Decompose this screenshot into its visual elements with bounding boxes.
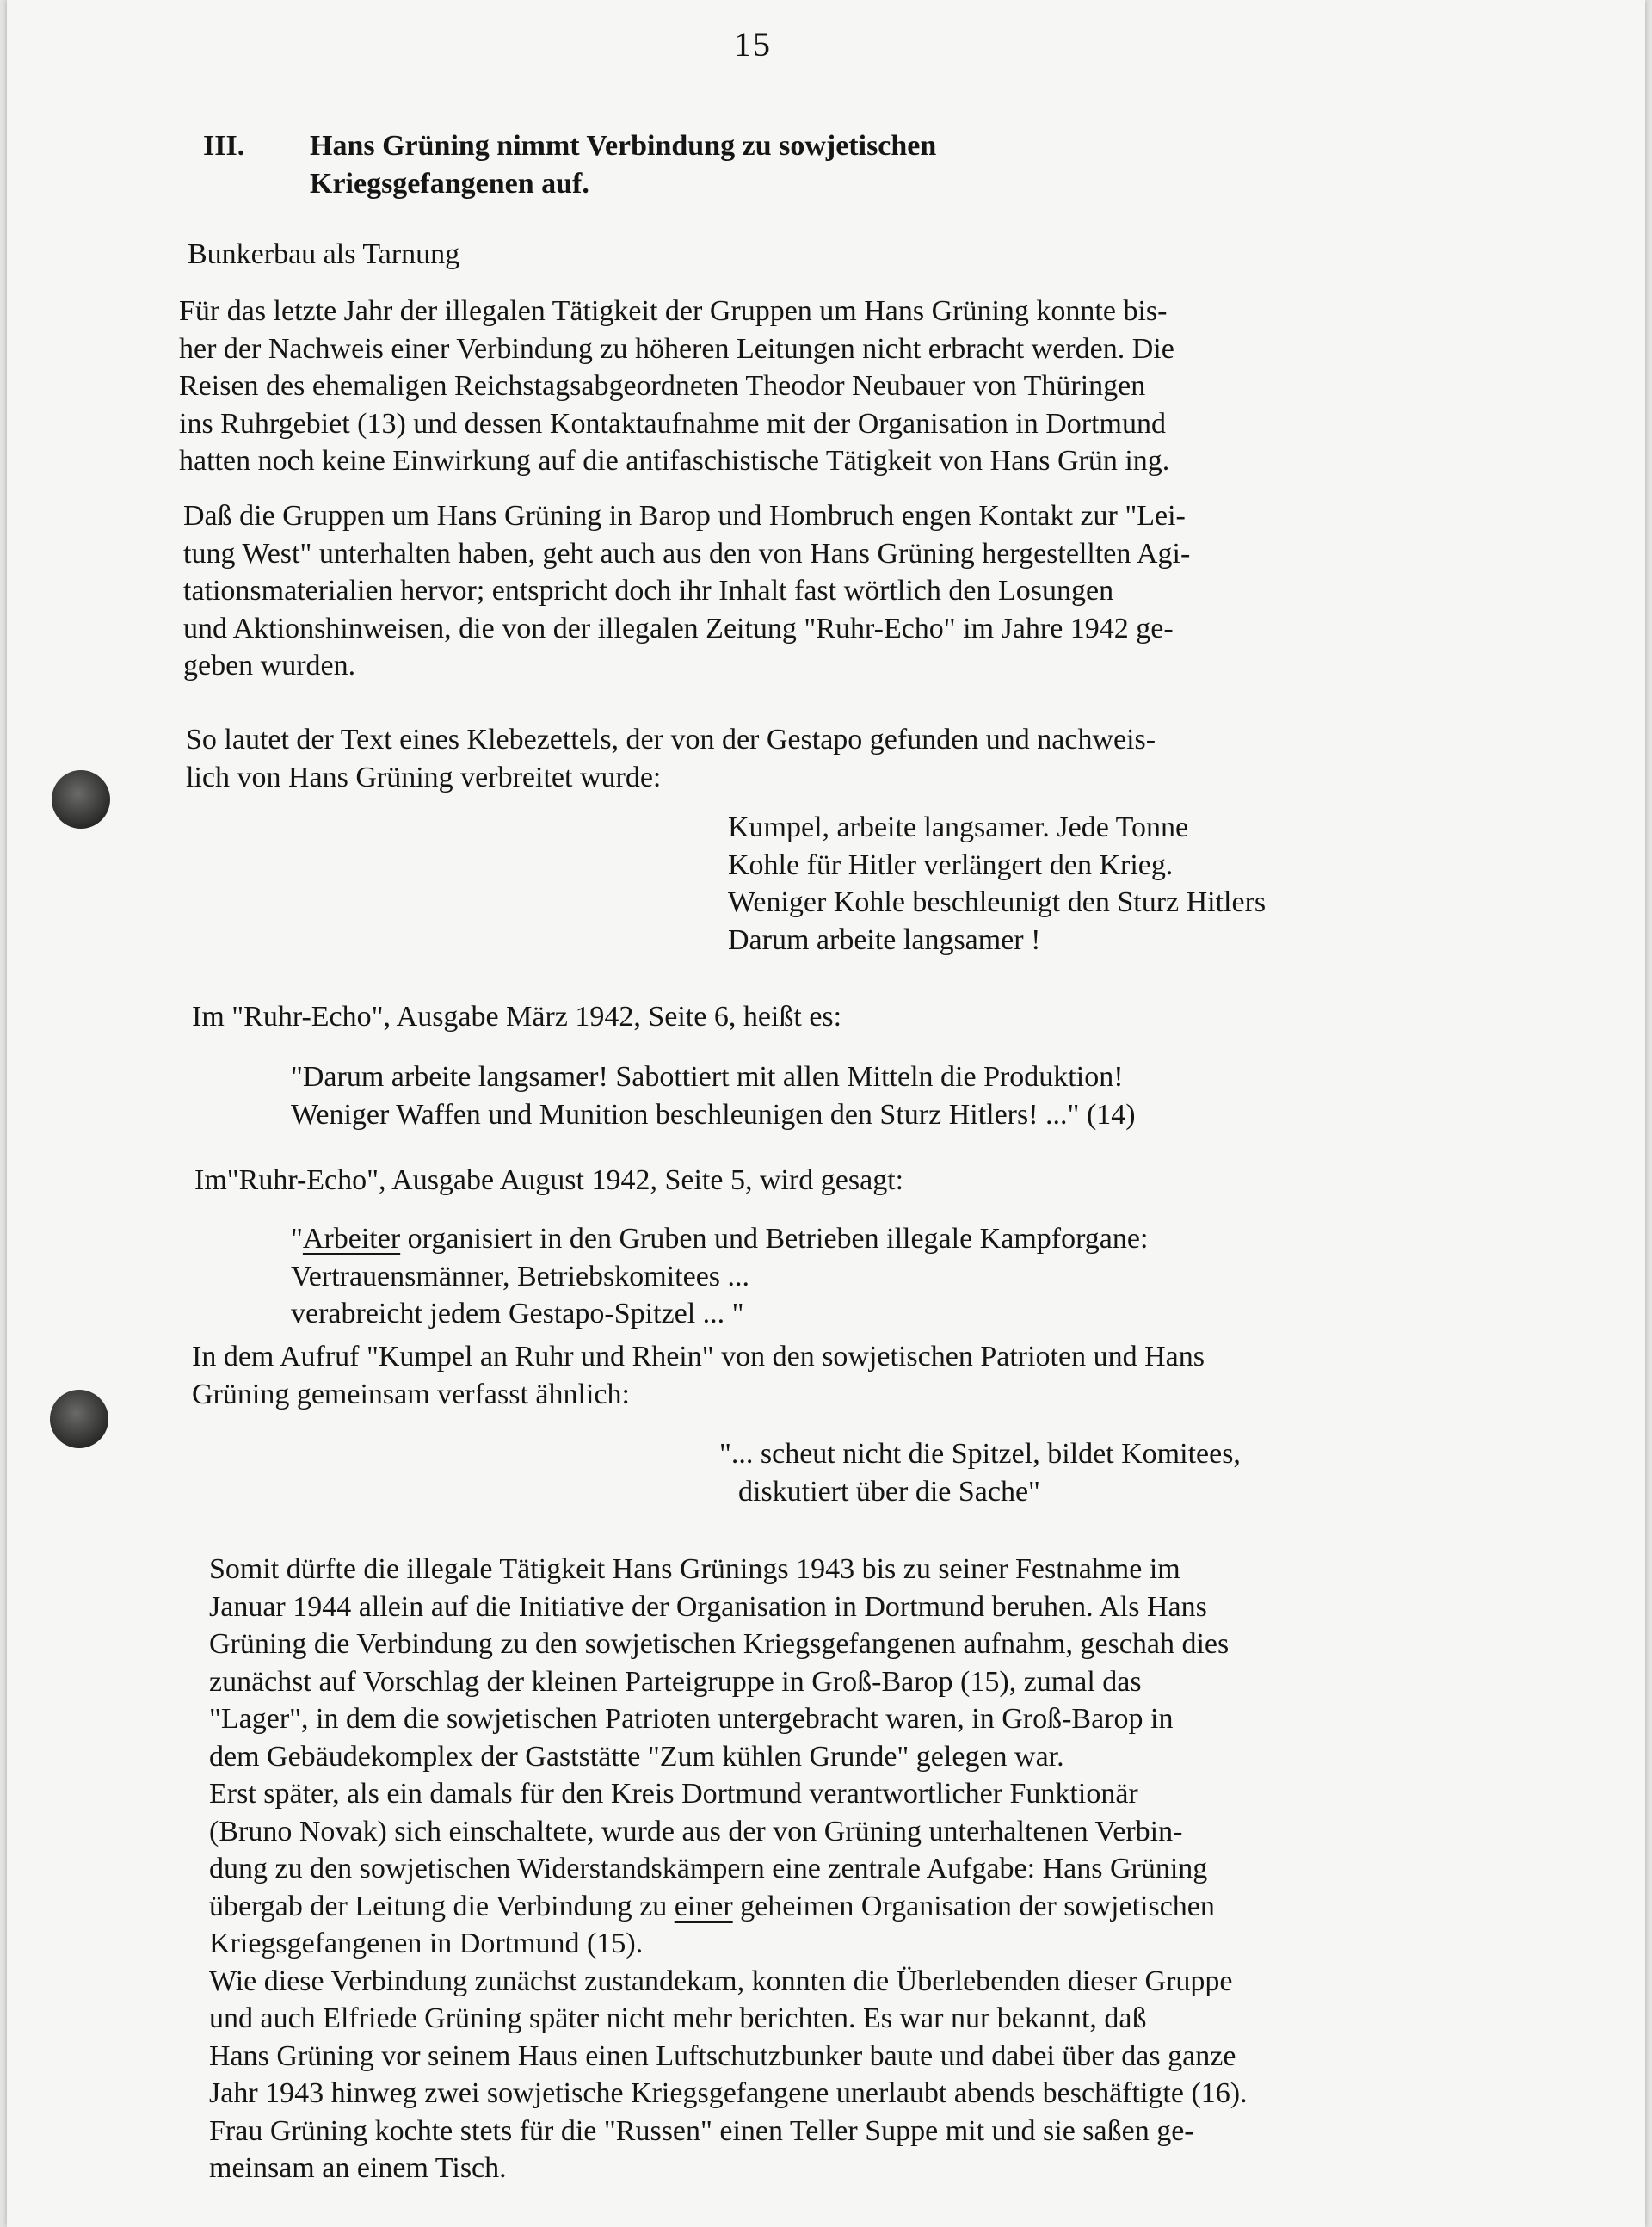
- quote-line: Vertrauensmänner, Betriebskomitees ...: [291, 1260, 750, 1292]
- quote-line: Kohle für Hitler verlängert den Krieg.: [728, 848, 1174, 881]
- text-line: und Aktionshinweisen, die von der illegalen Zeitung "Ruhr-Echo" im Jahre 1942 ge-: [183, 612, 1174, 645]
- text-line: her der Nachweis einer Verbindung zu höheren Leitungen nicht erbracht werden. Die: [179, 332, 1174, 365]
- text-line: dung zu den sowjetischen Widerstandskämpern eine zentrale Aufgabe: Hans Grüning: [209, 1853, 1208, 1885]
- underlined-word: Arbeiter: [302, 1223, 401, 1255]
- chapter-title: [310, 127, 936, 202]
- text-line: Für das letzte Jahr der illegalen Tätigkeit der Gruppen um Hans Grüning konnte bis-: [179, 295, 1168, 327]
- punch-hole-bottom: [50, 1390, 108, 1448]
- quote-line: [291, 1220, 1148, 1258]
- quote-line: Weniger Kohle beschleunigt den Sturz Hitlers: [728, 886, 1267, 918]
- text-line: geben wurden.: [183, 650, 356, 682]
- text-line: tung West" unterhalten haben, geht auch aus den von Hans Grüning hergestellten Agi-: [183, 537, 1191, 570]
- paragraph-5: [209, 1551, 1248, 2187]
- text-line: Frau Grüning kochte stets für die "Russen" einen Teller Suppe mit und sie saßen ge-: [209, 2114, 1194, 2147]
- text-line: Somit dürfte die illegale Tätigkeit Hans Grünings 1943 bis zu seiner Festnahme im: [209, 1553, 1180, 1585]
- document-page: [7, 0, 1645, 2227]
- text-line: "Lager", in dem die sowjetischen Patrioten untergebracht waren, in Groß-Barop in: [209, 1703, 1174, 1735]
- quote-line: Weniger Waffen und Munition beschleunigen den Sturz Hitlers! ..." (14): [291, 1098, 1136, 1131]
- quote-ruhr-echo-march: [291, 1058, 1136, 1133]
- quote-line: Kumpel, arbeite langsamer. Jede Tonne: [728, 811, 1189, 843]
- text-line: Januar 1944 allein auf die Initiative der Organisation in Dortmund beruhen. Als Hans: [209, 1590, 1207, 1623]
- chapter-numeral: III.: [203, 130, 245, 162]
- text-line: Daß die Gruppen um Hans Grüning in Barop und Hombruch engen Kontakt zur "Lei-: [183, 500, 1186, 532]
- text-line: zunächst auf Vorschlag der kleinen Parteigruppe in Groß-Barop (15), zumal das: [209, 1665, 1142, 1698]
- text-line: Kriegsgefangenen in Dortmund (15).: [209, 1928, 644, 1959]
- text-line: Grüning die Verbindung zu den sowjetischen Kriegsgefangenen aufnahm, geschah dies: [209, 1628, 1230, 1660]
- text-line: (Bruno Novak) sich einschaltete, wurde aus der von Grüning unterhaltenen Verbin-: [209, 1815, 1183, 1848]
- reference-ruhr-echo-august: Im"Ruhr-Echo", Ausgabe August 1942, Seite 5, wird gesagt:: [194, 1164, 904, 1196]
- text-line: tationsmaterialien hervor; entspricht doch ihr Inhalt fast wörtlich den Losungen: [183, 575, 1114, 607]
- text-line: Hans Grüning vor seinem Haus einen Luftschutzbunker baute und dabei über das ganze: [209, 2039, 1236, 2072]
- text-line: und auch Elfriede Grüning später nicht mehr berichten. Es war nur bekannt, daß: [209, 2002, 1147, 2034]
- quote-line: "Darum arbeite langsamer! Sabottiert mit allen Mitteln die Produktion!: [291, 1061, 1124, 1093]
- text-line: lich von Hans Grüning verbreitet wurde:: [186, 761, 662, 793]
- quote-appeal: [719, 1435, 1241, 1510]
- punch-hole-top: [52, 770, 110, 829]
- text-line: dem Gebäudekomplex der Gaststätte "Zum kühlen Grunde" gelegen war.: [209, 1740, 1064, 1773]
- quote-line: diskutiert über die Sache": [738, 1475, 1040, 1508]
- text-span: übergab der Leitung die Verbindung zu: [209, 1890, 675, 1922]
- text-line: So lautet der Text eines Klebezettels, der von der Gestapo gefunden und nachweis-: [186, 724, 1156, 756]
- text-line: [209, 1888, 1248, 1926]
- text-line: Wie diese Verbindung zunächst zustandekam, konnten die Überlebenden dieser Gruppe: [209, 1965, 1233, 1997]
- quote-line: Darum arbeite langsamer !: [728, 923, 1041, 956]
- quote-text: organisiert in den Gruben und Betrieben illegale Kampforgane:: [400, 1223, 1149, 1255]
- chapter-title-line: Hans Grüning nimmt Verbindung zu sowjetischen: [310, 130, 937, 162]
- text-line: ins Ruhrgebiet (13) und dessen Kontaktaufnahme mit der Organisation in Dortmund: [179, 407, 1166, 440]
- text-line: In dem Aufruf "Kumpel an Ruhr und Rhein" von den sowjetischen Patrioten und Hans: [192, 1341, 1205, 1373]
- text-line: Reisen des ehemaligen Reichstagsabgeordneten Theodor Neubauer von Thüringen: [179, 370, 1146, 402]
- subheading: Bunkerbau als Tarnung: [188, 238, 460, 270]
- page-number: 15: [734, 25, 772, 64]
- quote-line: verabreicht jedem Gestapo-Spitzel ... ": [291, 1298, 744, 1329]
- paragraph-1: [179, 293, 1174, 480]
- text-line: hatten noch keine Einwirkung auf die antifaschistische Tätigkeit von Hans Grün ing.: [179, 445, 1170, 477]
- underlined-word: einer: [674, 1890, 733, 1922]
- quote-sticker: [728, 809, 1266, 959]
- quote-mark: ": [291, 1223, 303, 1255]
- text-line: Erst später, als ein damals für den Kreis Dortmund verantwortlicher Funktionär: [209, 1778, 1138, 1810]
- text-span: geheimen Organisation der sowjetischen: [732, 1890, 1215, 1922]
- paragraph-2: [183, 497, 1190, 685]
- text-line: meinsam an einem Tisch.: [209, 2152, 507, 2184]
- quote-line: "... scheut nicht die Spitzel, bildet Komitees,: [719, 1438, 1241, 1470]
- paragraph-3: [186, 721, 1156, 796]
- reference-ruhr-echo-march: Im "Ruhr-Echo", Ausgabe März 1942, Seite 6, heißt es:: [192, 1001, 842, 1033]
- paragraph-4: [192, 1338, 1205, 1413]
- text-line: Jahr 1943 hinweg zwei sowjetische Kriegsgefangene unerlaubt abends beschäftigte (16).: [209, 2077, 1248, 2109]
- chapter-title-line: Kriegsgefangenen auf.: [310, 167, 589, 200]
- quote-ruhr-echo-august: [291, 1220, 1148, 1333]
- text-line: Grüning gemeinsam verfasst ähnlich:: [192, 1378, 630, 1410]
